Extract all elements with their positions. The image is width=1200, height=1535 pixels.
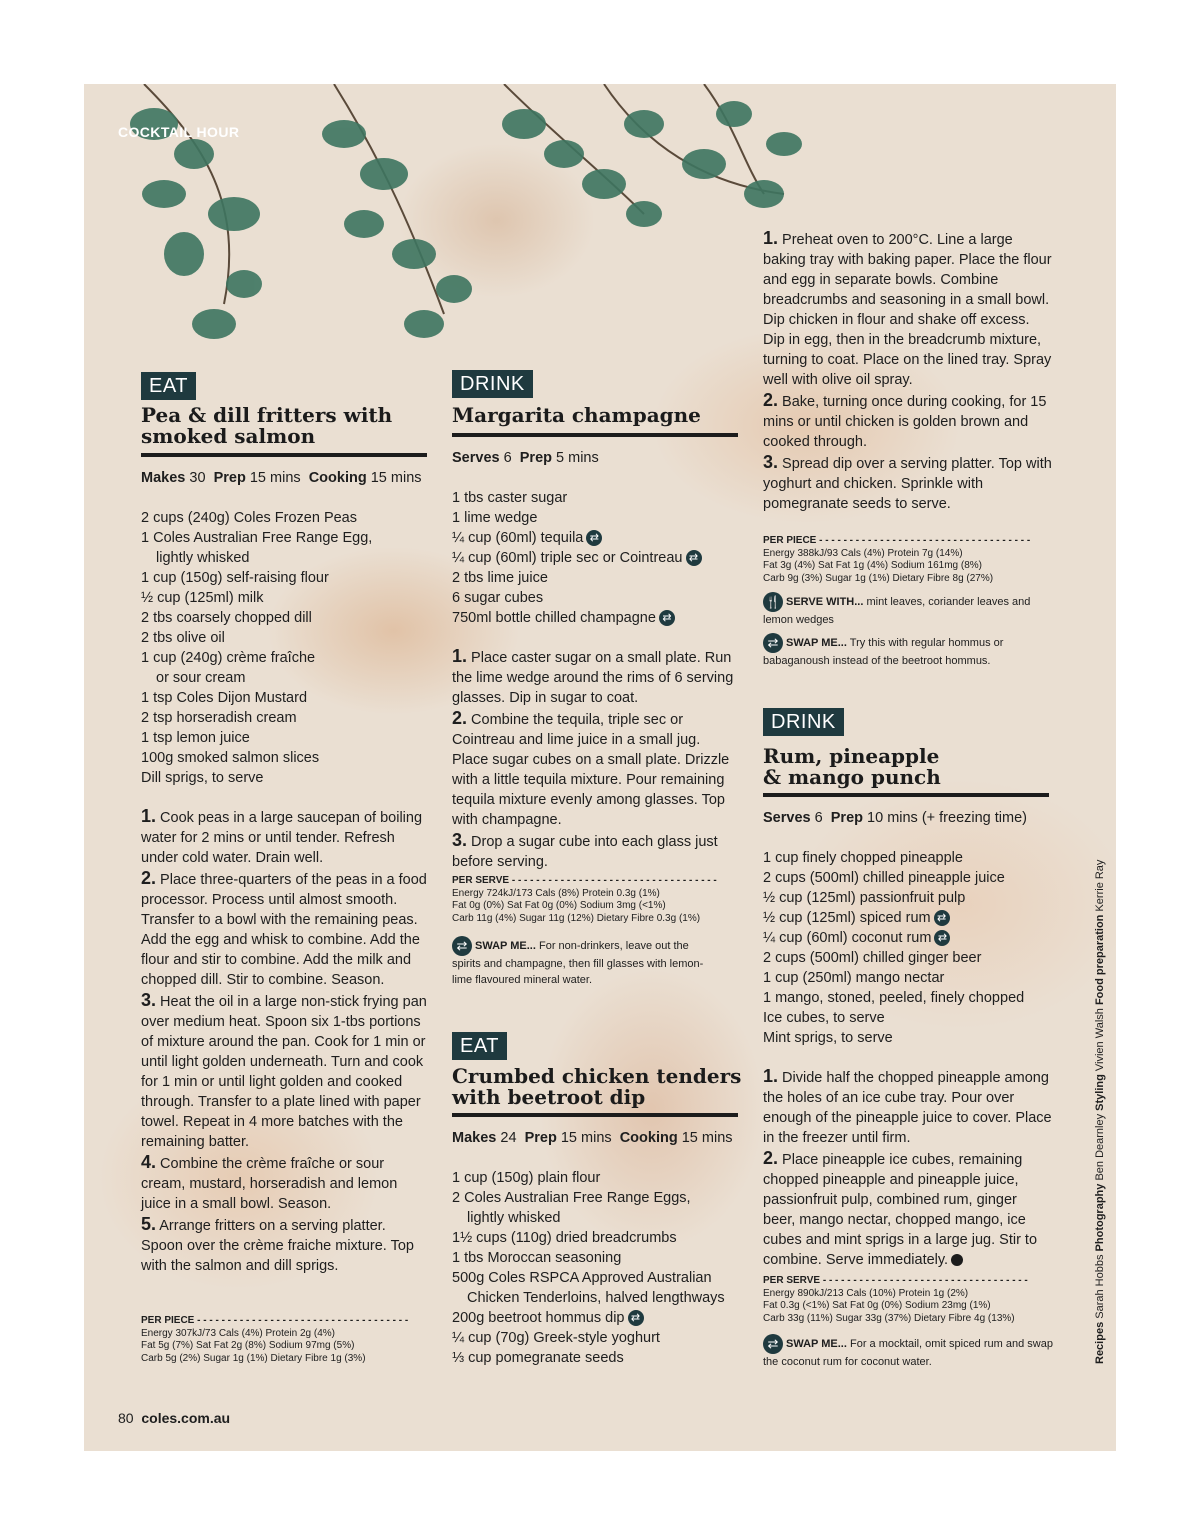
meta-label: Prep [519,450,552,466]
method-step: 2. Combine the tequila, triple sec or Cointreau and lime juice in a small jug. Place sugar cubes on a small plate. Drizzle with a little tequila mixture. Pour remaining tequila mixture evenly among glasses. Top with champagne. [452,708,730,828]
page-number: 80 [118,1410,134,1426]
ingredient: 1 cup (240g) crème fraîche [141,650,316,666]
meta-label: Makes [452,1130,497,1146]
ingredient: ¼ cup (60ml) tequila ⇄ [452,528,702,548]
recipe-title-line: with beetroot dip [452,1085,646,1109]
method-step: 3. Drop a sugar cube into each glass just before serving. [452,830,718,870]
meta-value: 15 mins [249,470,301,486]
swap-icon: ⇄ [934,910,950,926]
ingredient: Ice cubes, to serve [763,1010,885,1026]
ingredient: 1 cup (250ml) mango nectar [763,970,945,986]
method-step: 5. Arrange fritters on a serving platter. Spoon over the crème fraiche mixture. Top with the salmon and dill sprigs. [141,1214,414,1274]
page-footer [118,1410,230,1426]
ingredient: 200g beetroot hommus dip ⇄ [452,1308,725,1328]
recipe-title-line: Pea & dill fritters with [141,403,393,427]
recipe-title-line: Crumbed chicken tenders [452,1064,742,1088]
ingredient: 2 Coles Australian Free Range Eggs, [452,1190,691,1206]
meta-value: 10 mins (+ freezing time) [867,810,1027,826]
ingredient: 1 lime wedge [452,510,538,526]
method-step: 2. Place pineapple ice cubes, remaining chopped pineapple and pineapple juice, passionfruit pulp, combined rum, ginger beer, mango nectar, chopped mango, ice cubes and mint sprigs in a large jug. Stir to combine. Serve immediately. [763,1148,1038,1268]
recipe-title [763,746,1053,788]
nutrition-line: Carb 9g (3%) Sugar 1g (1%) Dietary Fibre 8g (27%) [763,572,994,584]
method-step: 1. Divide half the chopped pineapple among the holes of an ice cube tray. Pour over enough of the pineapple juice to cover. Place in the freezer until firm. [763,1066,1052,1146]
nutrition-line: Carb 11g (4%) Sugar 11g (12%) Dietary Fibre 0.3g (1%) [452,912,701,924]
ingredient: ¼ cup (60ml) triple sec or Cointreau ⇄ [452,548,702,568]
nutrition-head: PER PIECE - - - - - - - - - - - - - - - - - - - - - - - - - - - - - - - - - - - [763,535,1031,546]
method-list [763,228,1053,514]
fork-knife-icon: 🍴 [763,592,783,612]
ingredient: 2 tbs lime juice [452,570,548,586]
ingredient: 1½ cups (110g) dried breadcrumbs [452,1230,677,1246]
nutrition-line: Energy 307kJ/73 Cals (4%) Protein 2g (4%) [141,1327,335,1339]
nutrition-panel [763,535,1049,585]
nutrition-panel [452,875,738,925]
recipe-meta [141,468,422,488]
ingredient: 6 sugar cubes [452,590,544,606]
photo-credits: Recipes Sarah Hobbs Photography Ben Dearnley Styling Vivien Walsh Food preparation Kerrie Ray [1094,859,1106,1364]
method-list [763,1066,1053,1270]
ingredient: ⅓ cup pomegranate seeds [452,1350,624,1366]
recipe-tag: DRINK [452,370,533,398]
meta-value: 15 mins [560,1130,612,1146]
ingredient: 1 mango, stoned, peeled, finely chopped [763,990,1025,1006]
nutrition-line: Energy 724kJ/173 Cals (8%) Protein 0.3g (1%) [452,887,660,899]
swap-icon: ⇄ [659,610,675,626]
nutrition-panel [763,1275,1049,1325]
ingredient: 2 cups (500ml) chilled pineapple juice [763,870,1005,886]
meta-label: Prep [830,810,863,826]
ingredient: ¼ cup (70g) Greek-style yoghurt [452,1330,660,1346]
title-rule [452,1113,738,1117]
meta-value: 15 mins [370,470,422,486]
swap-icon: ⇄ [452,936,472,956]
swap-note: ⇄ SWAP ME... Try this with regular hommus or babaganoush instead of the beetroot hommus. [763,635,1004,667]
meta-label: Prep [213,470,246,486]
magazine-page [84,84,1116,1451]
meta-value: 6 [814,810,823,826]
meta-label: Serves [763,810,811,826]
method-step: 1. Place caster sugar on a small plate. Run the lime wedge around the rims of 6 serving glasses. Dip in sugar to coat. [452,646,734,706]
meta-value: 30 [189,470,206,486]
recipe-tag: EAT [141,372,196,400]
swap-icon: ⇄ [686,550,702,566]
nutrition-line: Fat 5g (7%) Sat Fat 2g (8%) Sodium 97mg (5%) [141,1340,355,1351]
nutrition-line: Energy 890kJ/213 Cals (10%) Protein 1g (2%) [763,1287,969,1299]
ingredient-list [763,848,1024,1048]
meta-label: Makes [141,470,186,486]
method-step: 2. Place three-quarters of the peas in a food processor. Process until almost smooth. Transfer to a bowl with the remaining peas. Add the egg and whisk to combine. Add the flour and stir to combine. Add the milk and chopped dill. Stir to combine. Season. [141,868,427,988]
ingredient: Chicken Tenderloins, halved lengthways [467,1290,725,1306]
recipe-title-line: Margarita champagne [452,403,701,427]
recipe-title-line: & mango punch [763,765,941,789]
swap-icon: ⇄ [763,1334,783,1354]
nutrition-line: Carb 33g (11%) Sugar 33g (37%) Dietary Fibre 4g (13%) [763,1312,1015,1324]
ingredient: ½ cup (125ml) passionfruit pulp [763,890,966,906]
swap-icon: ⇄ [628,1310,644,1326]
ingredient-list [452,1168,725,1368]
section-label: COCKTAIL HOUR [118,124,240,140]
ingredient: 1 Coles Australian Free Range Egg, [141,530,373,546]
nutrition-line: Energy 388kJ/93 Cals (4%) Protein 7g (14%) [763,547,963,559]
ingredient: 100g smoked salmon slices [141,750,320,766]
ingredient: ½ cup (125ml) spiced rum ⇄ [763,908,1024,928]
recipe-title [141,405,441,447]
recipe-meta [452,1128,733,1148]
end-dot-icon [951,1254,963,1266]
nutrition-head: PER PIECE - - - - - - - - - - - - - - - - - - - - - - - - - - - - - - - - - - - [141,1315,409,1326]
serve-with-note: 🍴 SERVE WITH... mint leaves, coriander leaves and lemon wedges [763,592,1043,628]
meta-value: 24 [500,1130,517,1146]
method-step: 1. Cook peas in a large saucepan of boiling water for 2 mins or until tender. Refresh under cold water. Drain well. [141,806,423,866]
title-rule [141,453,427,457]
site-link[interactable]: coles.com.au [141,1410,231,1426]
nutrition-head: PER SERVE - - - - - - - - - - - - - - - - - - - - - - - - - - - - - - - - - - [763,1275,1028,1286]
title-rule [763,793,1049,797]
swap-note: ⇄ SWAP ME... For non-drinkers, leave out the spirits and champagne, then fill glasses with lemon-lime flavoured mineral water. [452,938,704,986]
meta-label: Serves [452,450,500,466]
ingredient: 2 tbs olive oil [141,630,225,646]
method-step: 3. Spread dip over a serving platter. Top with yoghurt and chicken. Sprinkle with pomegranate seeds to serve. [763,452,1052,512]
meta-label: Cooking [308,470,367,486]
recipe-meta [452,448,599,468]
ingredient: 1 tsp Coles Dijon Mustard [141,690,308,706]
ingredient: 2 tbs coarsely chopped dill [141,610,312,626]
ingredient: 1 cup (150g) self-raising flour [141,570,329,586]
ingredient: ¼ cup (60ml) coconut rum ⇄ [763,928,1024,948]
ingredient: or sour cream [156,670,246,686]
meta-value: 15 mins [681,1130,733,1146]
ingredient: 500g Coles RSPCA Approved Australian [452,1270,712,1286]
method-step: 2. Bake, turning once during cooking, for 15 mins or until chicken is golden brown and cooked through. [763,390,1047,450]
ingredient-list [452,488,702,628]
ingredient: ½ cup (125ml) milk [141,590,264,606]
recipe-title [452,405,742,426]
swap-icon: ⇄ [934,930,950,946]
ingredient: Dill sprigs, to serve [141,770,264,786]
method-step: 4. Combine the crème fraîche or sour cream, mustard, horseradish and lemon juice in a small bowl. Season. [141,1152,398,1212]
ingredient: 2 cups (500ml) chilled ginger beer [763,950,982,966]
ingredient: 1 cup finely chopped pineapple [763,850,963,866]
ingredient: 2 cups (240g) Coles Frozen Peas [141,510,357,526]
ingredient: 750ml bottle chilled champagne ⇄ [452,608,702,628]
swap-icon: ⇄ [586,530,602,546]
title-rule [452,433,738,437]
method-step: 1. Preheat oven to 200°C. Line a large baking tray with baking paper. Place the flour and egg in separate bowls. Combine breadcrumbs and seasoning in a small bowl. Dip chicken in flour and shake off excess. Dip in egg, then in the breadcrumb mixture, turning to coat. Place on the lined tray. Spray well with olive oil spray. [763,228,1052,388]
recipe-title-line: smoked salmon [141,424,316,448]
nutrition-panel [141,1315,427,1365]
swap-icon: ⇄ [763,633,783,653]
method-step: 3. Heat the oil in a large non-stick frying pan over medium heat. Spoon six 1-tbs portions of mixture around the pan. Cook for 1 min or until light golden underneath. Turn and cook for 1 min or until light golden and cooked through. Transfer to a plate lined with paper towel. Repeat in 4 more batches with the remaining batter. [141,990,427,1150]
nutrition-line: Carb 5g (2%) Sugar 1g (1%) Dietary Fibre 1g (3%) [141,1352,366,1364]
ingredient: lightly whisked [467,1210,561,1226]
meta-label: Cooking [619,1130,678,1146]
meta-label: Prep [524,1130,557,1146]
recipe-tag: DRINK [763,708,844,736]
nutrition-line: Fat 0.3g (<1%) Sat Fat 0g (0%) Sodium 23mg (1%) [763,1300,991,1311]
recipe-title [452,1066,752,1108]
ingredient-list [141,508,372,788]
nutrition-line: Fat 0g (0%) Sat Fat 0g (0%) Sodium 3mg (<1%) [452,900,666,911]
nutrition-head: PER SERVE - - - - - - - - - - - - - - - - - - - - - - - - - - - - - - - - - - [452,875,717,886]
ingredient: 1 tbs Moroccan seasoning [452,1250,622,1266]
ingredient: 1 tsp lemon juice [141,730,250,746]
meta-value: 6 [503,450,512,466]
recipe-tag: EAT [452,1032,507,1060]
ingredient: 2 tsp horseradish cream [141,710,297,726]
method-list [141,806,429,1276]
method-list [452,646,740,872]
meta-value: 5 mins [556,450,599,466]
ingredient: 1 cup (150g) plain flour [452,1170,601,1186]
ingredient: 1 tbs caster sugar [452,490,568,506]
recipe-title-line: Rum, pineapple [763,744,940,768]
swap-note: ⇄ SWAP ME... For a mocktail, omit spiced rum and swap the coconut rum for coconut water. [763,1336,1053,1368]
recipe-meta [763,808,1027,828]
nutrition-line: Fat 3g (4%) Sat Fat 1g (4%) Sodium 161mg (8%) [763,560,982,571]
ingredient: Mint sprigs, to serve [763,1030,893,1046]
ingredient: lightly whisked [156,550,250,566]
